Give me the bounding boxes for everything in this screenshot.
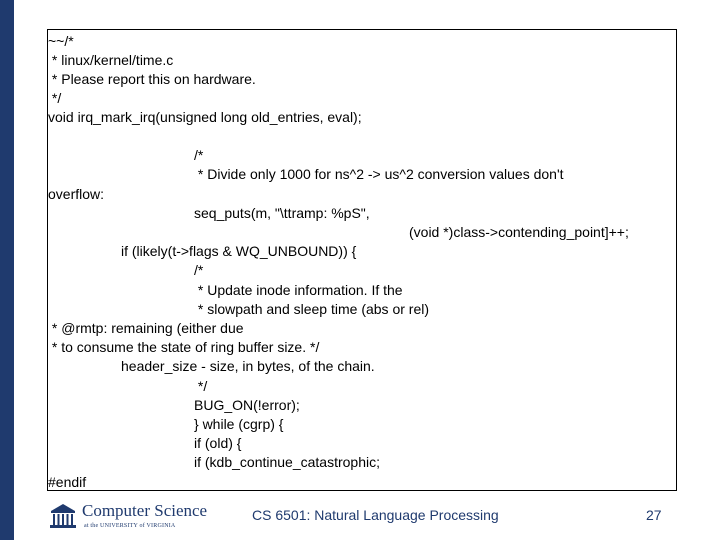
left-accent-bar [0,0,14,540]
code-line: seq_puts(m, "\ttramp: %pS", [194,205,370,221]
code-line: * Please report this on hardware. [48,71,256,87]
code-line: */ [194,378,208,394]
code-line: BUG_ON(!error); [194,397,300,413]
rotunda-icon [48,500,78,530]
code-line: * slowpath and sleep time (abs or rel) [194,301,429,317]
code-line: /* [194,147,204,163]
code-line: (void *)class->contending_point]++; [409,224,629,240]
code-line: void irq_mark_irq(unsigned long old_entries, eval); [48,109,362,125]
logo-subtitle: at the UNIVERSITY of VIRGINIA [84,523,176,529]
code-line: header_size - size, in bytes, of the chain. [121,358,375,374]
code-line: * Divide only 1000 for ns^2 -> us^2 conversion values don't [194,166,564,182]
code-box [47,29,677,491]
code-line: */ [48,90,62,106]
code-line: * @rmtp: remaining (either due [48,320,244,336]
department-logo [48,498,248,534]
code-line: * linux/kernel/time.c [48,52,174,68]
course-title: CS 6501: Natural Language Processing [252,507,499,523]
code-line: * Update inode information. If the [194,282,403,298]
code-line: ~~/* [48,33,74,49]
code-line: } while (cgrp) { [194,416,284,432]
code-line: * to consume the state of ring buffer size. */ [48,339,320,355]
code-line: if (old) { [194,435,242,451]
logo-title: Computer Science [82,501,208,520]
code-line: overflow: [48,186,105,202]
code-line: #endif [48,474,87,490]
code-line: if (kdb_continue_catastrophic; [194,454,380,470]
code-line: /* [194,262,204,278]
page-number: 27 [646,507,662,523]
code-line: if (likely(t->flags & WQ_UNBOUND)) { [121,243,357,259]
